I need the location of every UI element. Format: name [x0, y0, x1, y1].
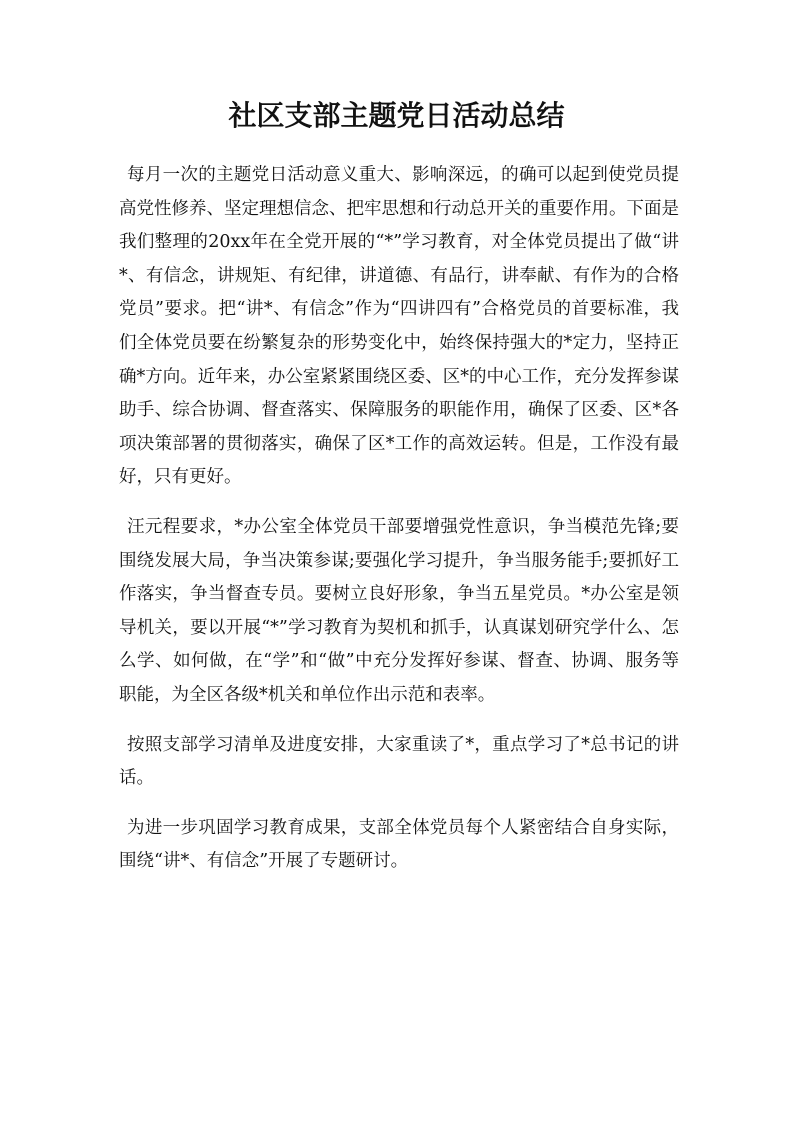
document-title: 社区支部主题党日活动总结	[228, 99, 565, 132]
paragraph-4: 为进一步巩固学习教育成果，支部全体党员每个人紧密结合自身实际，围绕“讲*、有信念”开展了专题研讨。	[119, 817, 679, 872]
paragraph-3: 按照支部学习清单及进度安排，大家重读了*，重点学习了*总书记的讲话。	[119, 734, 679, 789]
paragraph-2: 汪元程要求，*办公室全体党员干部要增强党性意识，争当模范先锋;要围绕发展大局，争当决策参谋;要强化学习提升，争当服务能手;要抓好工作落实，争当督查专员。要树立良好形象，争当五星党员。*办公室是领导机关，要以开展“*”学习教育为契机和抓手，认真谋划研究学什么、怎么学、如何做，在“学”和“做”中充分发挥好参谋、督查、协调、服务等职能，为全区各级*机关和单位作出示范和表率。	[119, 516, 679, 705]
paragraph-1: 每月一次的主题党日活动意义重大、影响深远，的确可以起到使党员提高党性修养、坚定理想信念、把牢思想和行动总开关的重要作用。下面是我们整理的20xx年在全党开展的“*”学习教育，对全体党员提出了做“讲*、有信念，讲规矩、有纪律，讲道德、有品行，讲奉献、有作为的合格党员”要求。把“讲*、有信念”作为“四讲四有”合格党员的首要标准，我们全体党员要在纷繁复杂的形势变化中，始终保持强大的*定力，坚持正确*方向。近年来，办公室紧紧围绕区委、区*的中心工作，充分发挥参谋助手、综合协调、督查落实、保障服务的职能作用，确保了区委、区*各项决策部署的贯彻落实，确保了区*工作的高效运转。但是，工作没有最好，只有更好。	[119, 165, 679, 488]
document-body	[119, 159, 679, 895]
